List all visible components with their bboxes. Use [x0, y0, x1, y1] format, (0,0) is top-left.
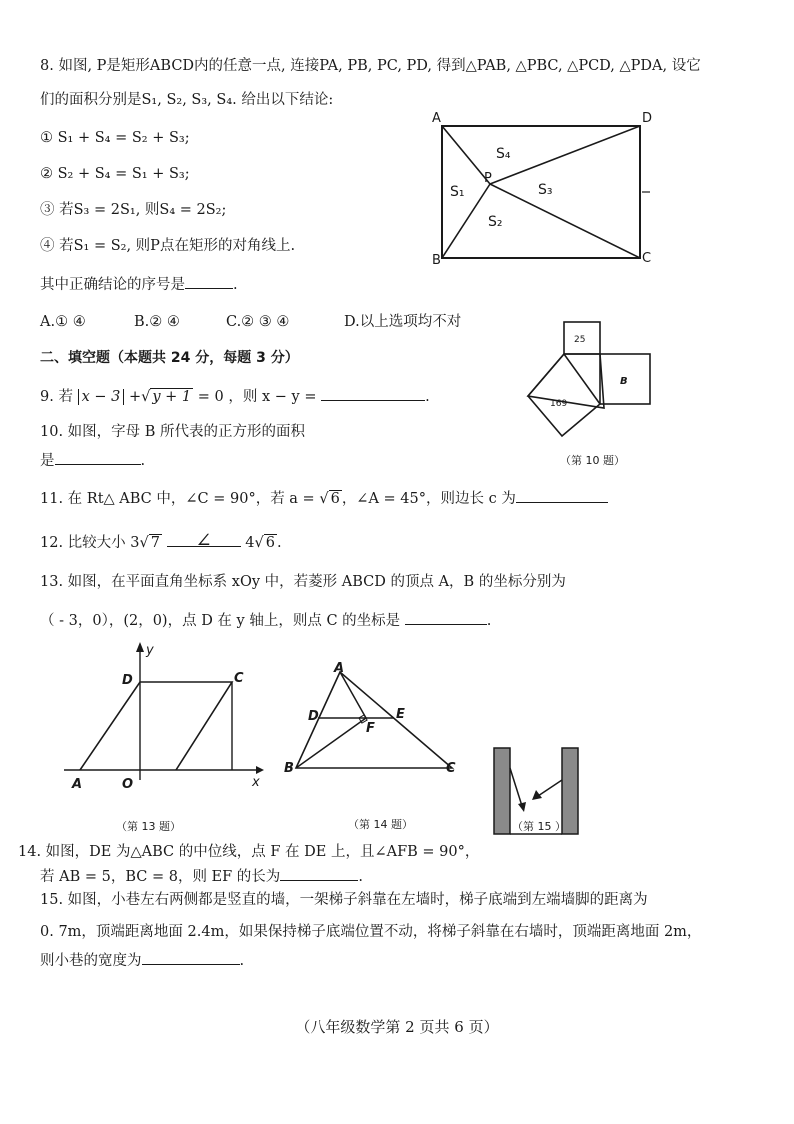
q15-line3 — [40, 950, 244, 971]
q9-plus: + — [128, 389, 142, 405]
q8-prompt-text: 其中正确结论的序号是 — [40, 277, 185, 293]
label-b: B — [284, 761, 294, 776]
q11-sqrt: 6 — [330, 491, 340, 507]
label-o: O — [122, 777, 134, 792]
q14-line2-text: 若 AB = 5，BC = 8，则 EF 的长为 — [40, 869, 281, 885]
label-a: A — [432, 111, 441, 126]
q14-triangle-figure — [282, 660, 472, 840]
q10-line2-text: 是 — [40, 453, 55, 469]
q8-rectangle-figure — [420, 108, 660, 268]
q13-rhombus-figure — [56, 640, 276, 840]
q13-end: . — [486, 613, 492, 629]
q14-end: . — [358, 869, 363, 885]
q15-alley-figure — [486, 740, 586, 840]
label-d: D — [122, 673, 133, 688]
q13-line2 — [40, 610, 491, 631]
q15-answer-blank[interactable] — [142, 950, 240, 965]
rhombus-abcd — [80, 682, 232, 770]
q15-caption: （第 15 ） — [512, 820, 566, 833]
q12-answer-blank[interactable]: ∠ — [167, 532, 241, 547]
ladder-left — [510, 768, 522, 806]
q9: 9. 若 x − 3 +√ y + 1 = 0 ，则 x − y = . — [40, 386, 430, 407]
q9-abs-expression: x − 3 — [78, 389, 125, 405]
segment-af — [340, 672, 366, 718]
q8-option-d: D.以上选项均不对 — [344, 314, 462, 330]
label-s4: S₄ — [496, 146, 511, 162]
q11: 11. 在 Rt△ ABC 中，∠C = 90°，若 a = √ 6 ，∠A = 45°，则边长 c 为 — [40, 488, 608, 509]
q9-sqrt-expression: y + 1 — [152, 389, 192, 405]
section-title: 二、填空题（本题共 24 分，每题 3 分） — [40, 350, 299, 366]
q11-post: ，∠A = 45°，则边长 c 为 — [341, 491, 516, 507]
q11-pre: 11. 在 Rt△ ABC 中，∠C = 90°，若 a = — [40, 491, 315, 507]
q8-conclusion-1: ① S₁ + S₄ = S₂ + S₃; — [40, 130, 190, 146]
y-axis-arrow — [136, 642, 144, 652]
label-a: A — [72, 777, 83, 792]
q10-line1: 10. 如图，字母 B 所代表的正方形的面积 — [40, 424, 306, 440]
segment-pc — [490, 184, 640, 258]
q14-line2 — [40, 866, 363, 887]
q8-conclusion-3: ③ 若S₃ = 2S₁, 则S₄ = 2S₂; — [40, 202, 227, 218]
q10-answer-blank[interactable] — [55, 450, 141, 465]
page-footer: （八年级数学第 2 页共 6 页） — [295, 1018, 499, 1036]
label-b: B — [432, 253, 441, 268]
label-25: 25 — [574, 335, 586, 345]
q15-line3-text: 则小巷的宽度为 — [40, 953, 142, 969]
q11-answer-blank[interactable] — [516, 488, 608, 503]
segment-pa — [442, 126, 490, 184]
ladder-right — [538, 780, 562, 796]
q15-end: . — [239, 953, 245, 969]
q8-conclusion-2: ② S₂ + S₄ = S₁ + S₃; — [40, 166, 190, 182]
q8-stem-line1: 8. 如图, P是矩形ABCD内的任意一点, 连接PA, PB, PC, PD, 得到△PAB, △PBC, △PCD, △PDA, 设它 — [40, 58, 701, 74]
q12-sqrt1: 7 — [150, 535, 160, 551]
label-y: y — [146, 643, 154, 658]
q13-answer-blank[interactable] — [405, 610, 487, 625]
label-s1: S₁ — [450, 184, 465, 200]
left-wall — [494, 748, 510, 834]
triangle-abc — [296, 672, 452, 768]
q12: 12. 比较大小 3√ 7 ∠ 4√ 6 . — [40, 528, 282, 552]
q14-line1: 14. 如图，DE 为△ABC 的中位线，点 F 在 DE 上，且∠AFB = 90°， — [18, 844, 480, 860]
label-p: P — [484, 171, 492, 186]
label-169: 169 — [550, 399, 568, 409]
q8-stem-line2: 们的面积分别是S₁, S₂, S₃, S₄. 给出以下结论: — [40, 92, 334, 108]
q13-caption: （第 13 题） — [116, 820, 181, 833]
label-s2: S₂ — [488, 214, 503, 230]
q12-pre: 12. 比较大小 3 — [40, 535, 140, 551]
label-b-square: B — [620, 376, 628, 387]
q10-end: . — [140, 453, 146, 469]
x-axis-arrow — [256, 766, 264, 774]
q8-answer-blank[interactable] — [185, 274, 233, 289]
q14-answer-blank[interactable] — [280, 866, 358, 881]
label-f: F — [366, 721, 375, 736]
label-d: D — [308, 709, 319, 724]
q9-pre: 9. 若 — [40, 389, 73, 405]
q8-option-c: C.② ③ ④ — [226, 314, 290, 330]
q9-end: . — [425, 389, 430, 405]
label-a: A — [334, 661, 345, 676]
q8-prompt: 其中正确结论的序号是 . — [40, 274, 238, 295]
q10-line2 — [40, 450, 145, 471]
q15-line2: 0. 7m，顶端距离地面 2.4m，如果保持梯子底端位置不动，将梯子斜靠在右墙时，顶端距离地面 2m， — [40, 924, 702, 940]
q8-option-b: B.② ④ — [134, 314, 180, 330]
label-e: E — [396, 707, 405, 722]
label-s3: S₃ — [538, 182, 553, 198]
q8-option-a: A.① ④ — [40, 314, 86, 330]
q12-sqrt2: 6 — [265, 535, 275, 551]
label-c: C — [234, 671, 244, 686]
ladder-left-arrow — [518, 802, 526, 812]
q9-post: = 0 ，则 x − y = — [197, 389, 317, 405]
q10-squares-figure — [512, 318, 662, 467]
segment-bf — [296, 718, 366, 768]
q9-answer-blank[interactable] — [321, 386, 425, 401]
q12-mid: 4 — [245, 535, 255, 551]
label-c: C — [446, 761, 456, 776]
label-d: D — [642, 111, 653, 126]
q12-end: . — [276, 535, 282, 551]
segment-pd — [490, 126, 640, 184]
q8-conclusion-4: ④ 若S₁ = S₂, 则P点在矩形的对角线上. — [40, 238, 296, 254]
q14-caption: （第 14 题） — [348, 818, 413, 831]
q13-line2-text: （ - 3，0），(2，0)，点 D 在 y 轴上，则点 C 的坐标是 — [40, 613, 401, 629]
q15-line1: 15. 如图，小巷左右两侧都是竖直的墙，一架梯子斜靠在左墙时，梯子底端到左端墙脚的距离为 — [40, 892, 648, 908]
label-c: C — [642, 251, 652, 266]
q13-line1: 13. 如图，在平面直角坐标系 xOy 中，若菱形 ABCD 的顶点 A，B 的坐标分别为 — [40, 574, 566, 590]
q10-caption: （第 10 题） — [560, 454, 625, 467]
label-x: x — [252, 775, 260, 790]
square-169-outer — [528, 354, 600, 436]
